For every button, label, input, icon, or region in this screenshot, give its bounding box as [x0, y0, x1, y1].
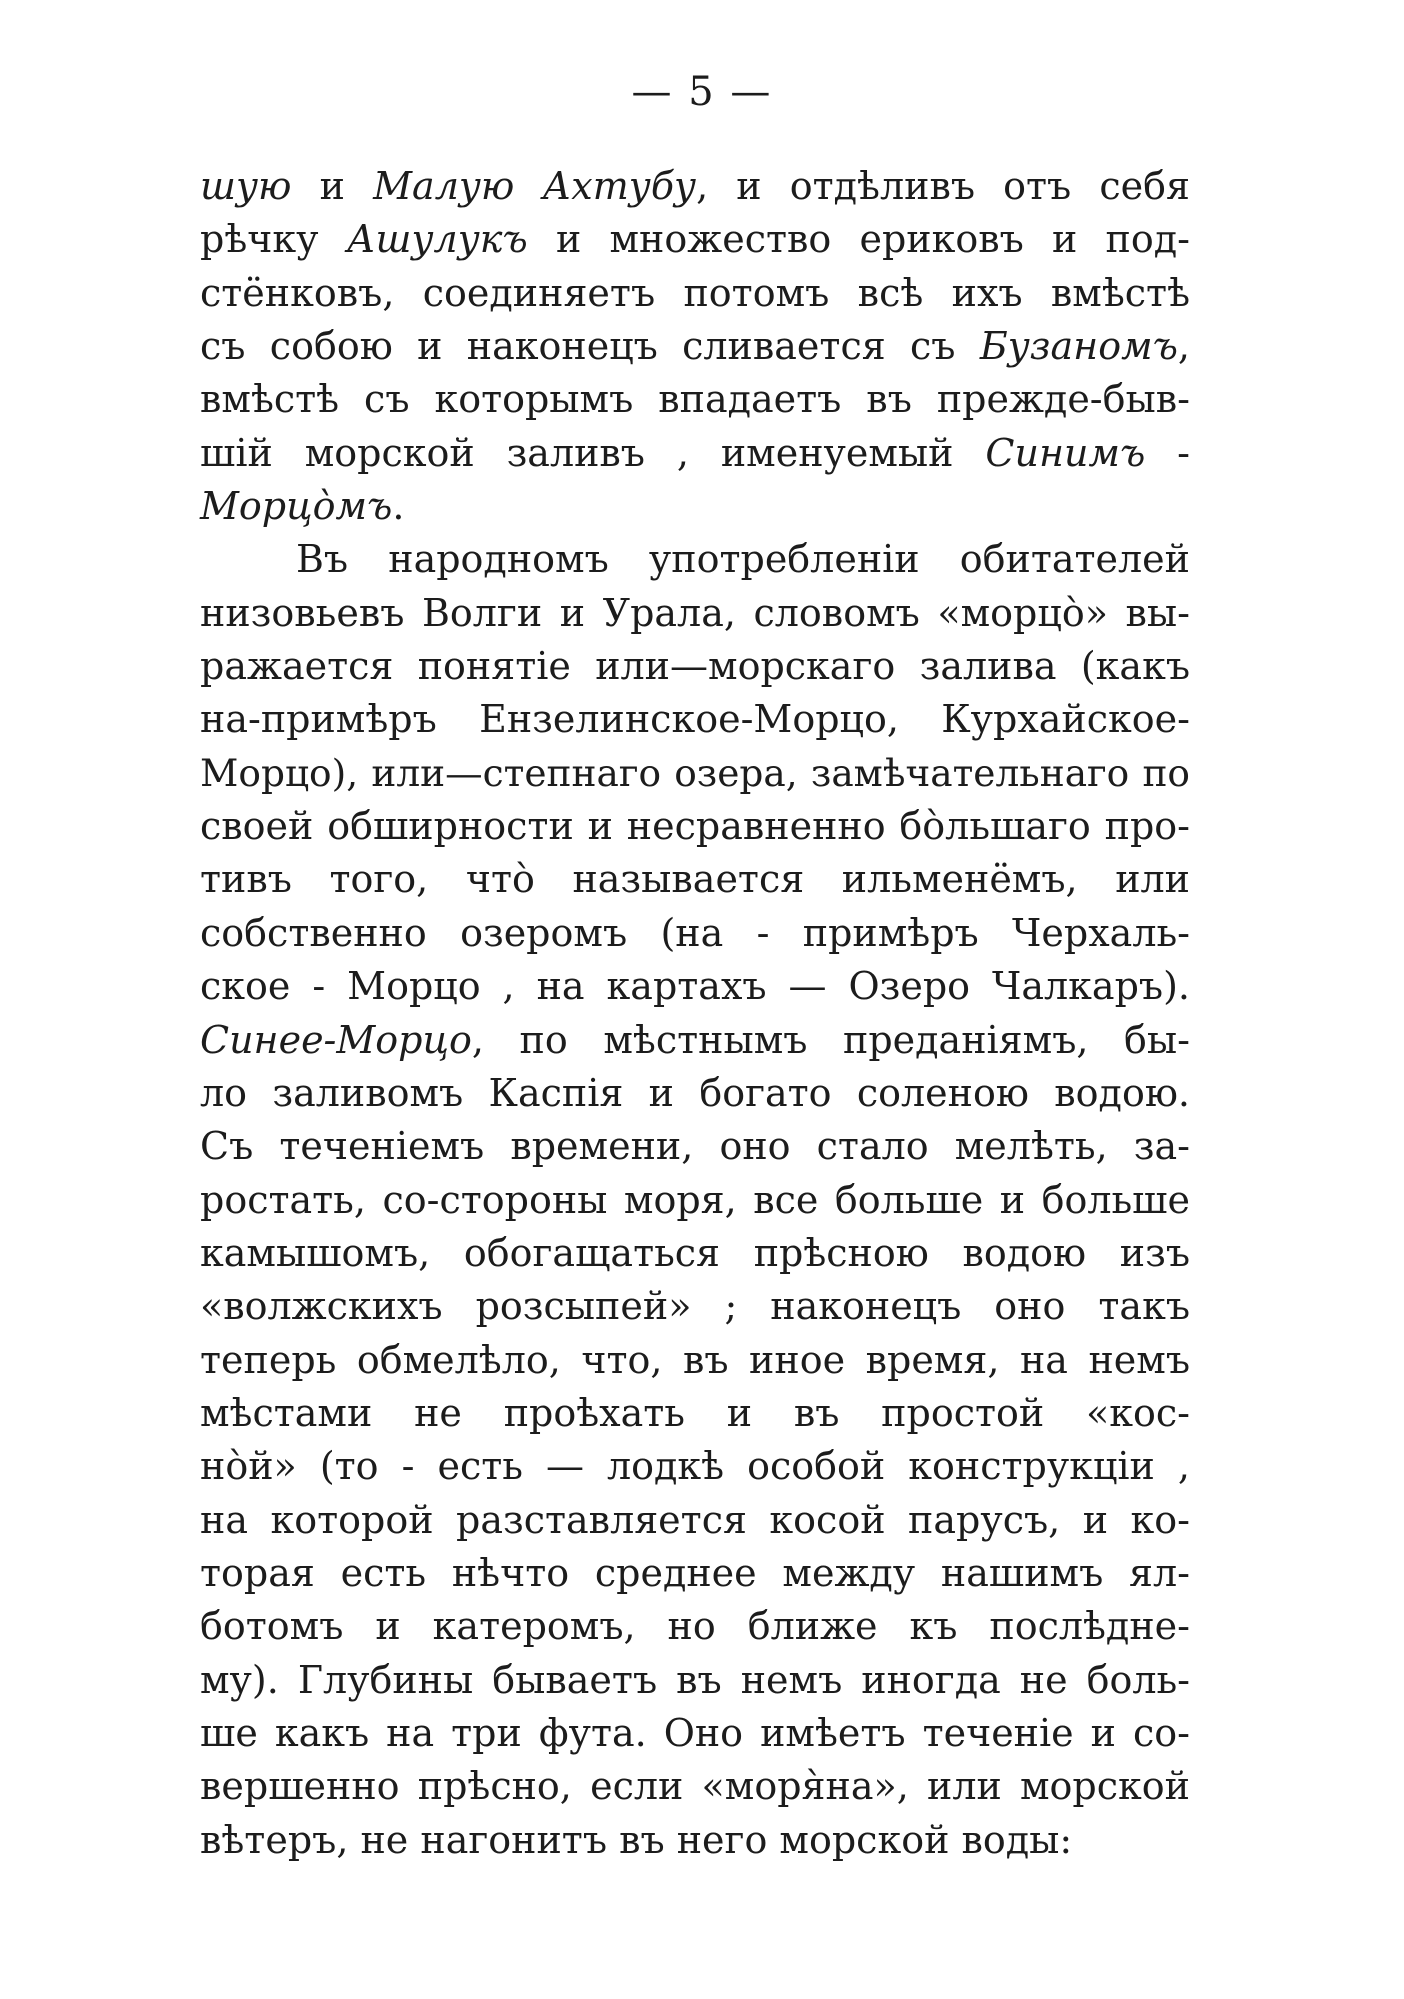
text-segment: ботомъ и катеромъ, но ближе къ послѣдне- — [200, 1604, 1190, 1649]
text-line — [200, 1387, 1190, 1440]
italic-text: шую — [200, 164, 292, 208]
text-line — [200, 1014, 1190, 1067]
text-segment: «волжскихъ розсыпей» ; наконецъ оно такъ — [200, 1284, 1190, 1329]
text-line — [200, 373, 1190, 426]
text-line — [200, 853, 1190, 906]
italic-text: Синимъ — [985, 430, 1146, 475]
text-line — [200, 640, 1190, 693]
italic-text: Морцо̀мъ — [200, 484, 393, 529]
text-line — [200, 1814, 1190, 1867]
text-segment: собственно озеромъ (на - примѣръ Черхаль- — [200, 910, 1190, 955]
text-segment: на которой разставляется косой парусъ, и ко- — [200, 1497, 1190, 1542]
text-segment: ло заливомъ Каспія и богато соленою водою. — [200, 1070, 1190, 1115]
text-line — [200, 1654, 1190, 1707]
text-segment: камышомъ, обогащаться прѣсною водою изъ — [200, 1230, 1190, 1275]
text-line — [200, 1440, 1190, 1493]
text-segment: ское - Морцо , на картахъ — Озеро Чалкаръ). — [200, 964, 1190, 1009]
text-line — [200, 1494, 1190, 1547]
text-segment: Морцо), или—степнаго озера, замѣчательнаго по — [200, 750, 1190, 795]
text-line — [200, 1227, 1190, 1280]
text-segment: ражается понятіе или—морскаго залива (какъ — [200, 644, 1190, 689]
text-line — [200, 480, 1190, 533]
text-segment: теперь обмелѣло, что, въ иное время, на немъ — [200, 1337, 1190, 1382]
text-segment: вершенно прѣсно, если «моря̀на», или морской — [200, 1764, 1190, 1809]
text-segment: торая есть нѣчто среднее между нашимъ ял- — [200, 1550, 1190, 1595]
italic-text: Бузаномъ — [979, 324, 1178, 369]
text-segment: , — [1177, 324, 1190, 369]
text-segment: му). Глубины бываетъ въ немъ иногда не боль- — [200, 1657, 1190, 1702]
text-line — [200, 533, 1190, 586]
text-line — [200, 320, 1190, 373]
text-line — [200, 960, 1190, 1013]
text-line — [200, 1174, 1190, 1227]
text-segment: но̀й» (то - есть — лодкѣ особой конструкціи , — [200, 1444, 1190, 1489]
text-line — [200, 800, 1190, 853]
text-segment: ростать, со-стороны моря, все больше и больше — [200, 1177, 1190, 1222]
text-line — [200, 267, 1190, 320]
text-segment: съ собою и наконецъ сливается съ — [200, 324, 980, 369]
text-line — [200, 1707, 1190, 1760]
text-segment: , и отдѣливъ отъ себя — [696, 164, 1191, 208]
text-segment: на-примѣръ Ензелинское-Морцо, Курхайское- — [200, 697, 1190, 742]
text-segment: рѣчку — [200, 217, 347, 262]
text-line — [200, 427, 1190, 480]
italic-text: Малую Ахтубу — [373, 164, 697, 208]
text-segment: стёнковъ, соединяетъ потомъ всѣ ихъ вмѣстѣ — [200, 270, 1190, 315]
text-segment: - — [1145, 430, 1191, 475]
italic-text: Ашулукъ — [346, 217, 528, 262]
text-line — [200, 1600, 1190, 1653]
text-line — [200, 587, 1190, 640]
text-line — [200, 1760, 1190, 1813]
text-line — [200, 1280, 1190, 1333]
text-line — [200, 1547, 1190, 1600]
text-segment: вмѣстѣ съ которымъ впадаетъ въ прежде-быв- — [200, 377, 1190, 422]
text-segment: мѣстами не проѣхать и въ простой «кос- — [200, 1390, 1190, 1435]
text-segment: тивъ того, что̀ называется ильменёмъ, или — [200, 857, 1190, 902]
text-segment: . — [392, 484, 405, 529]
text-segment: Съ теченіемъ времени, оно стало мелѣть, за- — [200, 1124, 1190, 1169]
italic-text: Синее-Морцо — [200, 1017, 472, 1062]
text-segment: и — [291, 164, 374, 208]
text-segment: , по мѣстнымъ преданіямъ, бы- — [471, 1017, 1190, 1062]
text-line — [200, 1120, 1190, 1173]
page-number: — 5 — — [631, 69, 773, 115]
text-segment: шій морской заливъ , именуемый — [200, 430, 986, 475]
text-segment: низовьевъ Волги и Урала, словомъ «морцо̀» вы- — [200, 590, 1190, 635]
text-line — [200, 693, 1190, 746]
text-line — [200, 1067, 1190, 1120]
text-line — [200, 907, 1190, 960]
body-text — [200, 160, 1190, 1867]
text-line — [200, 747, 1190, 800]
text-segment: своей обширности и несравненно бо̀льшаго про- — [200, 804, 1190, 849]
text-segment: ше какъ на три фута. Оно имѣетъ теченіе и со- — [200, 1710, 1190, 1755]
text-line — [200, 1334, 1190, 1387]
text-segment: вѣтеръ, не нагонитъ въ него морской воды: — [200, 1817, 1073, 1862]
text-segment: Въ народномъ употребленіи обитателей — [296, 537, 1190, 582]
text-line — [200, 213, 1190, 266]
text-segment: и множество ериковъ и под- — [527, 217, 1190, 262]
text-line — [200, 160, 1190, 213]
